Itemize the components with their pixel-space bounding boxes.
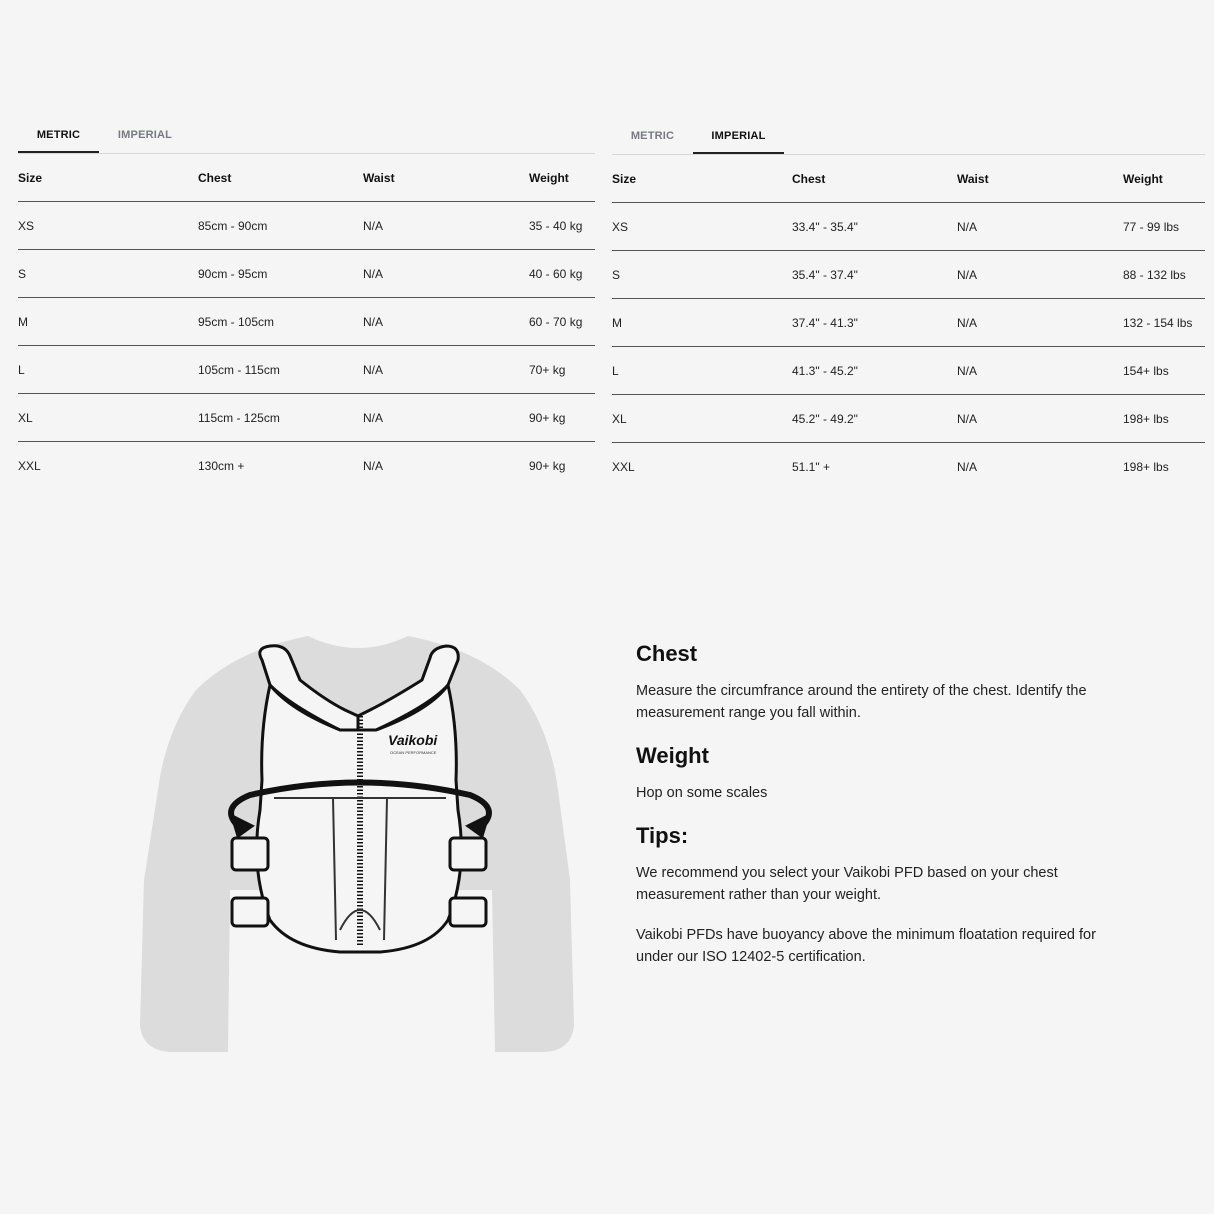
cell-waist: N/A <box>363 394 529 442</box>
tab-metric[interactable]: METRIC <box>630 130 675 142</box>
cell-weight: 90+ kg <box>529 458 566 473</box>
cell-size: L <box>18 346 198 394</box>
right-side-strap <box>450 838 486 870</box>
column-header-chest: Chest <box>792 155 957 203</box>
cell-weight: 132 - 154 lbs <box>1123 299 1205 347</box>
cell-size: M <box>612 299 792 347</box>
tips-heading: Tips: <box>636 823 689 848</box>
unit-tabs <box>612 119 1205 155</box>
cell-waist: N/A <box>363 298 529 346</box>
cell-waist: N/A <box>363 346 529 394</box>
cell-waist: N/A <box>957 299 1123 347</box>
chest-heading: Chest <box>636 641 698 666</box>
table-row <box>612 395 1205 443</box>
column-header-waist: Waist <box>957 155 1123 203</box>
cell-weight: 90+ kg <box>529 394 595 442</box>
column-header-chest: Chest <box>198 154 363 202</box>
cell-waist: N/A <box>363 202 529 250</box>
cell-size: S <box>18 250 198 298</box>
table-header-row <box>612 155 1205 203</box>
table-row <box>612 251 1205 299</box>
table-header-row <box>18 154 595 202</box>
vaikobi-logo-subtext: OCEAN PERFORMANCE <box>390 750 437 755</box>
cell-weight: 35 - 40 kg <box>529 202 595 250</box>
weight-heading: Weight <box>636 743 709 768</box>
vaikobi-logo: Vaikobi <box>388 732 438 748</box>
table-row <box>18 250 595 298</box>
table-row <box>612 347 1205 395</box>
cell-waist: N/A <box>363 250 529 298</box>
tab-imperial[interactable]: IMPERIAL <box>693 119 784 154</box>
cell-size: M <box>18 298 198 346</box>
cell-size: XS <box>612 203 792 251</box>
tab-metric[interactable]: METRIC <box>18 118 99 153</box>
size-table <box>18 154 595 489</box>
cell-chest: 35.4" - 37.4" <box>792 251 957 299</box>
cell-size: L <box>612 347 792 395</box>
cell-chest: 85cm - 90cm <box>198 202 363 250</box>
cell-waist: N/A <box>957 347 1123 395</box>
cell-size: XXL <box>612 459 635 474</box>
left-side-strap <box>232 838 268 870</box>
cell-weight: 77 - 99 lbs <box>1123 203 1205 251</box>
cell-weight: 154+ lbs <box>1123 347 1205 395</box>
cell-waist: N/A <box>957 251 1123 299</box>
weight-instructions: Hop on some scales <box>636 785 768 801</box>
cell-waist: N/A <box>957 203 1123 251</box>
cell-size: XL <box>612 395 792 443</box>
imperial-size-chart <box>612 119 1205 490</box>
tab-imperial[interactable]: IMPERIAL <box>117 129 173 141</box>
cell-chest: 41.3" - 45.2" <box>792 347 957 395</box>
column-header-weight: Weight <box>529 154 595 202</box>
table-row <box>612 443 1205 491</box>
cell-size: XL <box>18 394 198 442</box>
cell-weight: 70+ kg <box>529 346 595 394</box>
cell-weight: 88 - 132 lbs <box>1123 251 1205 299</box>
table-row <box>612 203 1205 251</box>
cell-chest: 51.1" + <box>792 459 830 474</box>
pfd-measurement-illustration <box>140 630 575 1052</box>
cell-chest: 105cm - 115cm <box>198 346 363 394</box>
table-row <box>18 442 595 490</box>
cell-weight: 40 - 60 kg <box>529 250 595 298</box>
unit-tabs <box>18 118 595 154</box>
measurement-guide <box>636 640 1106 978</box>
pfd-vest-icon <box>140 630 575 1052</box>
table-row <box>18 394 595 442</box>
column-header-waist: Waist <box>363 154 529 202</box>
cell-size: XS <box>18 202 198 250</box>
cell-chest: 37.4" - 41.3" <box>792 299 957 347</box>
cell-size: XXL <box>18 458 41 473</box>
cell-chest: 115cm - 125cm <box>198 394 363 442</box>
cell-waist: N/A <box>957 459 978 474</box>
column-header-size: Size <box>18 154 198 202</box>
right-lower-strap <box>450 898 486 926</box>
cell-waist: N/A <box>957 395 1123 443</box>
table-row <box>18 346 595 394</box>
cell-size: S <box>612 251 792 299</box>
metric-size-chart <box>18 118 595 489</box>
cell-chest: 33.4" - 35.4" <box>792 203 957 251</box>
size-table <box>612 155 1205 490</box>
tip-2: Vaikobi PFDs have buoyancy above the minimum floatation required for under our ISO 12402-5 certification. <box>636 927 1096 965</box>
cell-chest: 90cm - 95cm <box>198 250 363 298</box>
table-row <box>18 298 595 346</box>
column-header-weight: Weight <box>1123 155 1205 203</box>
cell-chest: 95cm - 105cm <box>198 298 363 346</box>
table-row <box>612 299 1205 347</box>
cell-waist: N/A <box>363 458 384 473</box>
chest-instructions: Measure the circumfrance around the entirety of the chest. Identify the measurement range you fall within. <box>636 683 1087 721</box>
left-lower-strap <box>232 898 268 926</box>
table-row <box>18 202 595 250</box>
cell-weight: 60 - 70 kg <box>529 298 595 346</box>
cell-weight: 198+ lbs <box>1123 395 1205 443</box>
column-header-size: Size <box>612 155 792 203</box>
tip-1: We recommend you select your Vaikobi PFD based on your chest measurement rather than your weight. <box>636 865 1058 903</box>
cell-weight: 198+ lbs <box>1123 459 1169 474</box>
cell-chest: 45.2" - 49.2" <box>792 395 957 443</box>
cell-chest: 130cm + <box>198 458 245 473</box>
